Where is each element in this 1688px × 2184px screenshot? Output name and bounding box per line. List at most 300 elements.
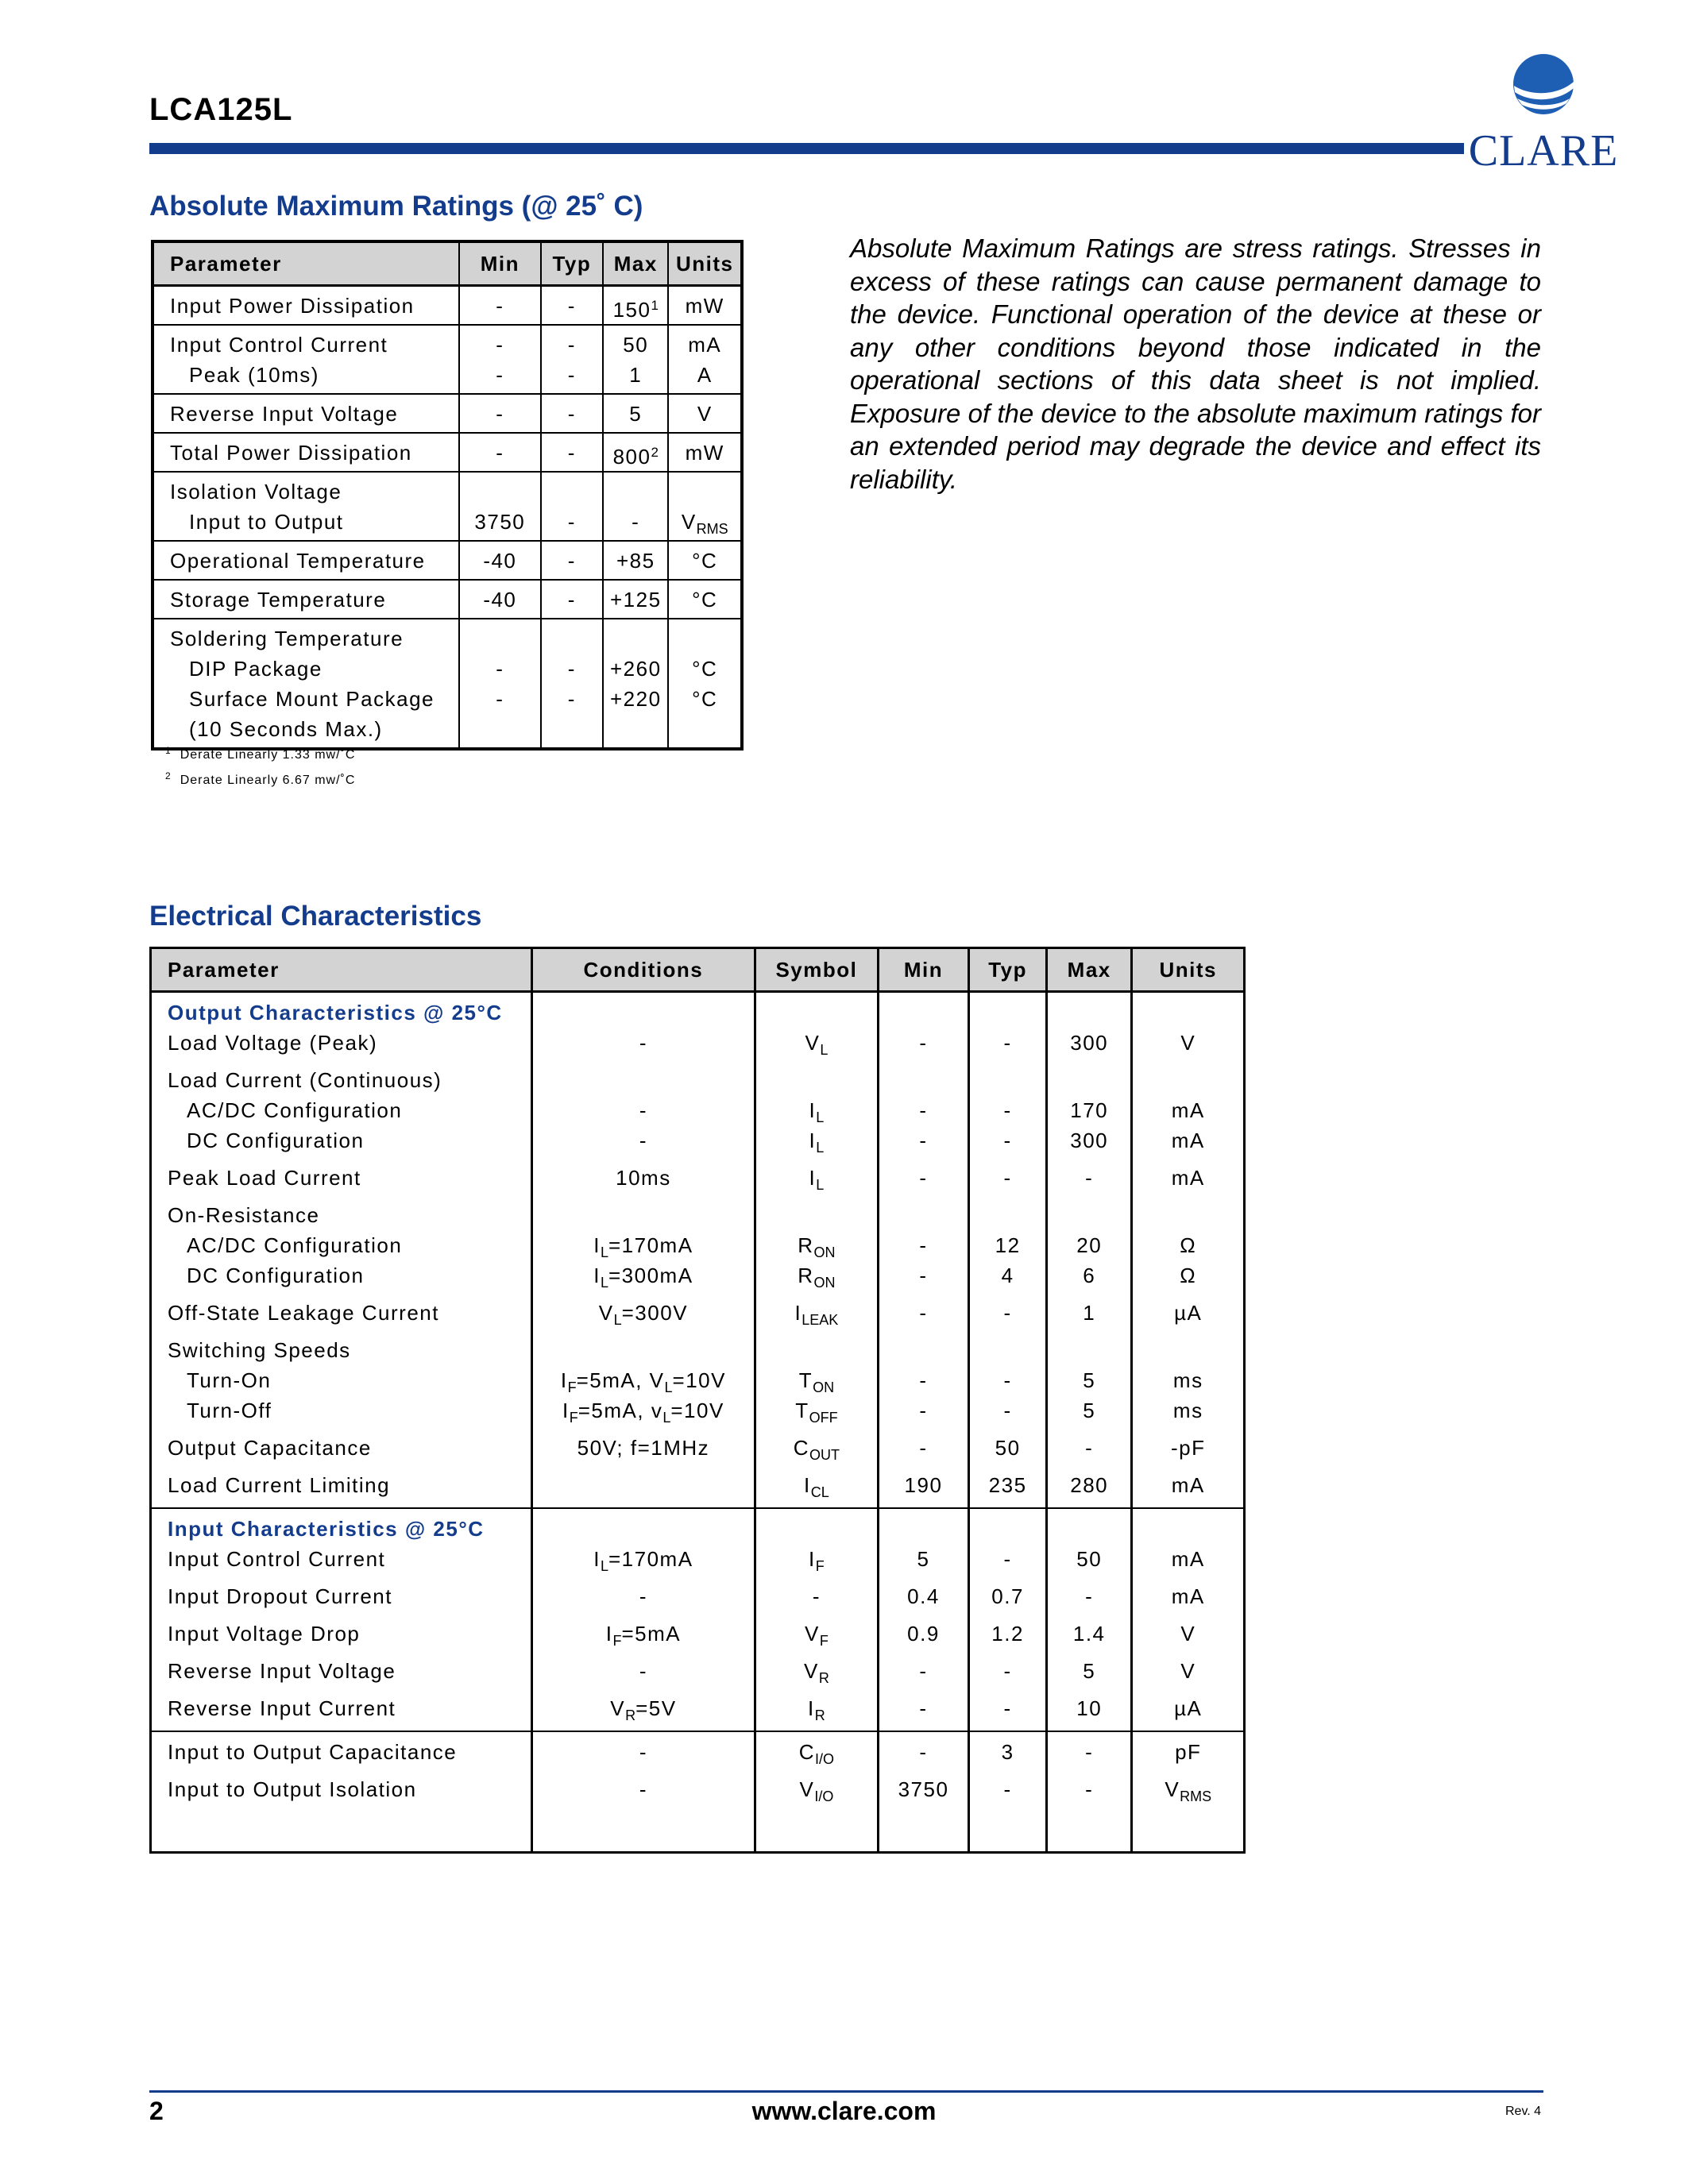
amr-typ-cell [541,472,603,541]
ec-symbol [756,1619,877,1649]
ec-typ-value: - [1003,1368,1012,1392]
ec-min-value: - [919,1740,928,1764]
amr-units-value: mA [688,333,722,357]
ec-param-line: Switching Speeds [168,1338,351,1362]
ec-param-line: Load Current (Continuous) [168,1068,442,1092]
ec-units-cell [1132,1065,1245,1163]
amr-units-line [669,507,740,537]
ec-units-text: V [1180,1659,1196,1683]
ec-symbol-cell [755,1619,879,1656]
ec-row [151,1470,1245,1508]
ec-typ-value: - [1003,1659,1012,1683]
ec-max-value: - [1085,1166,1094,1190]
revision-label: Rev. 4 [1505,2105,1542,2118]
amr-typ-cell [541,286,603,326]
ec-symbol-cell [755,1200,879,1298]
ec-conditions-cell [531,1163,755,1200]
amr-param-line: Surface Mount Package [189,687,435,711]
ec-typ-cell [969,1470,1047,1508]
ec-symbol-text: V [805,1031,821,1055]
ec-min-value: - [919,1301,928,1325]
amr-max-value: 1 [629,363,643,387]
ec-condition [533,1656,754,1686]
ec-conditions-cell [531,1200,755,1298]
ec-param-line: AC/DC Configuration [187,1098,403,1122]
ec-min-cell [878,1731,969,1774]
amr-typ-line: - [567,687,576,711]
amr-max-line [604,546,667,576]
ec-units-cell [1132,1619,1245,1656]
ec-condition-subscript: L [600,1244,608,1260]
ec-symbol-text: I [809,1098,817,1122]
ec-symbol-text: I [809,1166,817,1190]
amr-param-line: Total Power Dissipation [170,441,412,465]
ec-max-cell [1046,1200,1132,1298]
ec-param-line: Load Voltage (Peak) [168,1031,378,1055]
footer-rule [149,2090,1543,2093]
amr-units-line [669,623,740,654]
ec-typ-value: 0.7 [991,1584,1024,1608]
ec-param-line: On-Resistance [168,1203,320,1227]
ec-symbol-subscript: R [814,1707,825,1723]
ec-symbol [756,1365,877,1395]
amr-typ-line: - [567,510,576,534]
ec-condition-text: =10V [672,1368,726,1392]
ec-empty-cell [878,992,969,1028]
amr-row [153,325,742,394]
ec-row [151,1693,1245,1731]
amr-units-subscript: RMS [696,521,728,537]
ec-typ-cell [969,1619,1047,1656]
ec-empty-cell [1132,1508,1245,1544]
ec-units-cell [1132,1731,1245,1774]
ec-max-value: 1 [1083,1301,1096,1325]
ec-subhead-cell [151,1508,532,1544]
ec-param-cell [151,1656,532,1693]
amr-units-value: °C [692,588,718,612]
footnote-mark: 1 [165,745,171,756]
amr-typ-line: - [567,441,576,465]
amr-max-value: 800 [612,445,651,469]
ec-typ-value [970,1065,1045,1095]
ec-row [151,1731,1245,1774]
ec-condition [533,1774,754,1804]
amr-row [153,541,742,580]
ec-typ-value: - [1003,1031,1012,1055]
ec-empty-cell [151,1812,532,1853]
amr-footnote [165,770,355,788]
ec-empty-cell [755,992,879,1028]
ec-units-text: V [1180,1622,1196,1646]
ec-row [151,1619,1245,1656]
amr-min-line: 3750 [474,510,526,534]
ec-typ-value: - [1003,1399,1012,1422]
amr-min-line [460,623,540,654]
ec-row [151,1335,1245,1433]
amr-max-line [604,438,667,468]
ec-typ-value [970,1200,1045,1230]
ec-typ-value: 12 [995,1233,1021,1257]
ec-typ-value: 50 [995,1436,1021,1460]
amr-units-cell [668,619,742,749]
ec-units [1133,1365,1243,1395]
ec-symbol-text: C [798,1740,816,1764]
ec-typ-value: - [1003,1777,1012,1801]
amr-typ-cell [541,541,603,580]
ec-header-row [151,948,1245,992]
ec-param-line: Turn-Off [187,1399,272,1422]
ec-symbol-cell [755,1544,879,1581]
amr-max-line [604,507,667,537]
ec-symbol [756,1774,877,1804]
amr-table-body [153,286,742,750]
ec-condition-subscript: F [567,1379,577,1395]
ec-min-cell [878,1774,969,1812]
amr-units-cell [668,286,742,326]
ec-row [151,1656,1245,1693]
ec-condition-text: - [639,1584,647,1608]
ec-condition [533,1163,754,1193]
amr-max-footnote-ref: 2 [651,445,659,460]
amr-units-value: mW [685,294,724,318]
ec-min-cell [878,1335,969,1433]
ec-min-cell [878,1470,969,1508]
amr-min-line: -40 [483,549,517,573]
ec-min-value: - [919,1098,928,1122]
ec-condition [533,1544,754,1574]
ec-col-header: Units [1132,948,1245,992]
ec-min-cell [878,1693,969,1731]
ec-max-cell [1046,1693,1132,1731]
amr-min-cell [459,325,541,394]
ec-units [1133,1095,1243,1125]
ec-symbol-cell [755,1656,879,1693]
ec-condition-text: - [639,1740,647,1764]
ec-units [1133,1335,1243,1365]
ec-min-cell [878,1656,969,1693]
ec-max-value: 5 [1083,1659,1096,1683]
amr-max-line [604,714,667,744]
ec-conditions-cell [531,1581,755,1619]
ec-subhead-cell [151,992,532,1028]
ec-units-text: mA [1171,1547,1205,1571]
ec-units-text: V [1165,1777,1180,1801]
ec-param-line: DC Configuration [187,1129,365,1152]
amr-typ-line [542,714,602,744]
ec-symbol [756,1125,877,1156]
ec-max-cell [1046,1433,1132,1470]
ec-condition [533,1200,754,1230]
ec-units-cell [1132,1581,1245,1619]
ec-typ-cell [969,1544,1047,1581]
ec-symbol-cell [755,1163,879,1200]
ec-row [151,992,1245,1028]
ec-condition-text: =5mA, V [576,1368,665,1392]
amr-section-title: Absolute Maximum Ratings (@ 25˚ C) [149,191,643,222]
ec-symbol-cell [755,1731,879,1774]
amr-units-line [669,477,740,507]
ec-condition [533,1737,754,1767]
ec-symbol-cell [755,1581,879,1619]
ec-units-text: -pF [1170,1436,1206,1460]
ec-max-value [1048,1335,1131,1365]
amr-max-cell [603,472,668,541]
ec-symbol-subscript: L [816,1177,825,1193]
amr-max-line [604,684,667,714]
amr-param-cell [153,433,459,472]
amr-units-line [669,360,740,390]
clare-logo [1468,49,1619,176]
ec-param-cell [151,1581,532,1619]
ec-min-value: 190 [904,1473,943,1497]
ec-param-cell [151,1774,532,1812]
ec-min-value: 0.9 [907,1622,940,1646]
ec-col-header: Parameter [151,948,532,992]
ec-condition [533,1365,754,1395]
ec-typ-cell [969,1200,1047,1298]
ec-condition [533,1065,754,1095]
ec-condition [533,1693,754,1723]
amr-min-line: - [496,687,504,711]
ec-empty-cell [531,1812,755,1853]
ec-empty-cell [531,992,755,1028]
ec-conditions-cell [531,1298,755,1335]
ec-max-value [1048,1200,1131,1230]
ec-param-cell [151,1470,532,1508]
ec-max-cell [1046,1470,1132,1508]
ec-max-value: 20 [1076,1233,1103,1257]
ec-param-cell [151,1065,532,1163]
ec-min-cell [878,1619,969,1656]
ec-col-header: Min [878,948,969,992]
ec-condition-text: - [639,1129,647,1152]
amr-units-value: V [681,510,697,534]
ec-conditions-cell [531,1470,755,1508]
ec-symbol [756,1544,877,1574]
disclaimer-text: Absolute Maximum Ratings are stress ratings. Stresses in excess of these ratings can cause permanent damage to the device. Functional operation of the device at these or any other conditions beyond those indicated in the operational sections of this data sheet is not implied. Exposure of the device to the absolute maximum ratings for an extended period may degrade the device and effect its reliability. [850,233,1541,494]
amr-max-line [604,477,667,507]
ec-min-cell [878,1200,969,1298]
amr-min-line: - [496,441,504,465]
ec-empty-cell [969,1812,1047,1853]
ec-param-line: Input Control Current [168,1547,386,1571]
ec-condition [533,1619,754,1649]
ec-param-cell [151,1731,532,1774]
ec-max-cell [1046,1163,1132,1200]
amr-param-line: (10 Seconds Max.) [189,717,383,741]
ec-param-cell [151,1693,532,1731]
ec-symbol [756,1693,877,1723]
amr-typ-cell [541,394,603,433]
amr-max-footnote-ref: 1 [651,298,659,313]
amr-units-line [669,438,740,468]
ec-units-text: ms [1172,1399,1203,1422]
ec-max-value: 5 [1083,1368,1096,1392]
ec-row [151,1544,1245,1581]
ec-typ-value: - [1003,1547,1012,1571]
ec-condition [533,1470,754,1500]
ec-symbol-subscript: R [818,1670,829,1686]
amr-units-cell [668,433,742,472]
ec-condition-text: I [560,1368,568,1392]
ec-symbol [756,1163,877,1193]
ec-condition-subscript: L [664,1379,673,1395]
ec-min-value: - [919,1233,928,1257]
ec-symbol-cell [755,1298,879,1335]
amr-min-line: - [496,363,504,387]
electrical-characteristics-table [149,947,1246,1854]
ec-min-value: 0.4 [907,1584,940,1608]
ec-condition [533,1298,754,1328]
amr-max-cell [603,286,668,326]
ec-symbol-subscript: I/O [814,1788,834,1804]
ec-param-cell [151,1335,532,1433]
ec-param-line: AC/DC Configuration [187,1233,403,1257]
ec-typ-cell [969,1335,1047,1433]
ec-typ-value: 1.2 [991,1622,1024,1646]
amr-param-line: Isolation Voltage [170,480,342,504]
ec-units-cell [1132,1656,1245,1693]
amr-param-cell [153,541,459,580]
ec-typ-cell [969,1581,1047,1619]
ec-symbol [756,1095,877,1125]
amr-typ-line: - [567,363,576,387]
ec-units-text: mA [1171,1098,1205,1122]
ec-units-cell [1132,1335,1245,1433]
ec-symbol [756,1065,877,1095]
footnote-text: Derate Linearly 1.33 mw/˚C [180,748,356,762]
ec-condition-subscript: L [600,1275,608,1291]
ec-symbol-cell [755,1470,879,1508]
ec-condition [533,1028,754,1058]
ec-condition [533,1335,754,1365]
ec-empty-cell [969,992,1047,1028]
ec-condition [533,1230,754,1260]
ec-min-cell [878,1028,969,1065]
ec-units [1133,1544,1243,1574]
amr-units-value: °C [692,687,718,711]
amr-row [153,472,742,541]
ec-condition-text: =5V [635,1696,677,1720]
ec-condition-text: =10V [670,1399,724,1422]
ec-units [1133,1298,1243,1328]
ec-units [1133,1619,1243,1649]
amr-min-cell [459,472,541,541]
ec-symbol-text: C [793,1436,810,1460]
ec-min-value: - [919,1031,928,1055]
ec-max-value [1048,1065,1131,1095]
ec-units-cell [1132,1544,1245,1581]
ec-units [1133,1200,1243,1230]
ec-condition-text: - [639,1031,647,1055]
ec-empty-cell [1046,1508,1132,1544]
amr-units-line [669,654,740,684]
ec-typ-value: 3 [1001,1740,1014,1764]
ec-min-value: - [919,1659,928,1683]
ec-param-line: Load Current Limiting [168,1473,391,1497]
amr-max-value: 50 [623,333,649,357]
document-title: LCA125L [149,92,293,127]
clare-logo-text: CLARE [1468,126,1619,176]
amr-param-cell [153,325,459,394]
amr-param-cell [153,472,459,541]
amr-units-cell [668,580,742,619]
amr-max-value: +125 [609,588,662,612]
amr-param-line: Input to Output [189,510,344,534]
ec-conditions-cell [531,1731,755,1774]
ec-condition-text: =300mA [608,1264,693,1287]
ec-max-value: 6 [1083,1264,1096,1287]
amr-max-cell [603,541,668,580]
ec-symbol-text: - [812,1584,821,1608]
ec-typ-cell [969,1298,1047,1335]
amr-typ-line [542,623,602,654]
ec-symbol-cell [755,1433,879,1470]
ec-symbol [756,1230,877,1260]
ec-typ-value: - [1003,1166,1012,1190]
ec-typ-cell [969,1028,1047,1065]
ec-units-text: mA [1171,1473,1205,1497]
ec-symbol-text: R [798,1264,814,1287]
ec-condition-subscript: L [613,1312,622,1328]
ec-row [151,1581,1245,1619]
ec-row [151,1508,1245,1544]
ec-col-header: Symbol [755,948,879,992]
amr-max-value: +260 [609,657,662,681]
amr-param-cell [153,580,459,619]
ec-units [1133,1774,1243,1804]
amr-header-row [153,241,742,286]
amr-min-cell [459,541,541,580]
ec-min-value: 5 [917,1547,930,1571]
ec-param-line: Off-State Leakage Current [168,1301,439,1325]
amr-param-line: Soldering Temperature [170,627,404,650]
amr-units-line [669,684,740,714]
ec-symbol-subscript: ON [813,1244,836,1260]
ec-empty-cell [1046,992,1132,1028]
amr-min-cell [459,433,541,472]
ec-row [151,1774,1245,1812]
ec-symbol-text: T [798,1368,813,1392]
ec-units-text: Ω [1180,1233,1197,1257]
amr-param-line: Reverse Input Voltage [170,402,399,426]
ec-condition-text: =170mA [608,1547,693,1571]
absolute-maximum-ratings-table [151,240,744,751]
amr-units-cell [668,394,742,433]
amr-max-cell [603,433,668,472]
amr-units-line [669,546,740,576]
ec-param-line: Reverse Input Voltage [168,1659,396,1683]
ec-max-cell [1046,1581,1132,1619]
ec-max-value: 10 [1076,1696,1103,1720]
ec-units [1133,1028,1243,1058]
ec-max-value: 50 [1076,1547,1103,1571]
ec-symbol-subscript: F [819,1633,829,1649]
amr-max-cell [603,580,668,619]
ec-symbol [756,1200,877,1230]
ec-units-cell [1132,1163,1245,1200]
amr-max-line [604,360,667,390]
ec-typ-cell [969,1731,1047,1774]
ec-param-line: Turn-On [187,1368,272,1392]
ec-condition [533,1581,754,1611]
amr-min-line [460,714,540,744]
ec-condition [533,1260,754,1291]
footnote-text: Derate Linearly 6.67 mw/˚C [180,774,356,787]
ec-conditions-cell [531,1028,755,1065]
ec-min-cell [878,1581,969,1619]
amr-max-value: +220 [609,687,662,711]
